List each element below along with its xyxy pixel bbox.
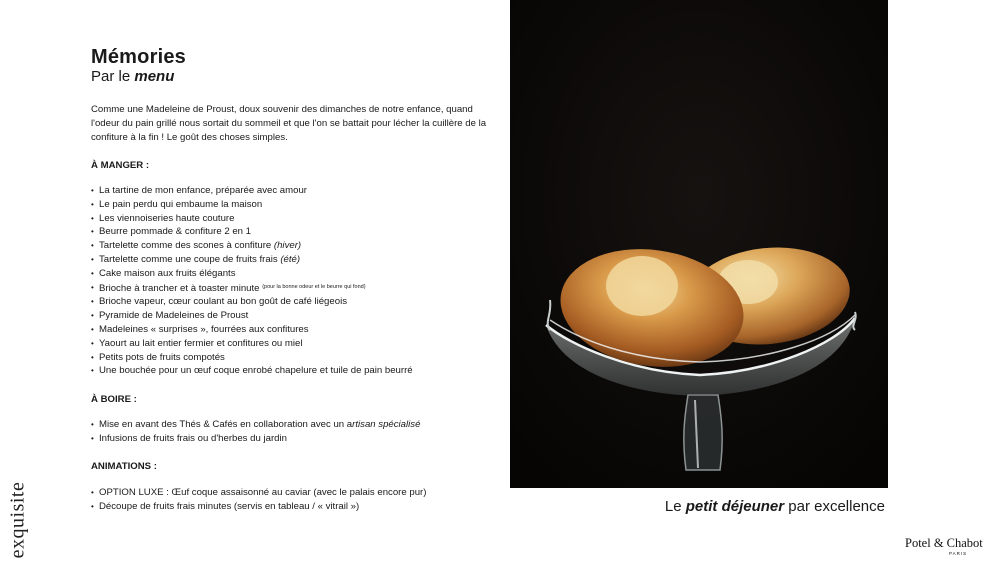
list-item: • Pyramide de Madeleines de Proust	[91, 309, 511, 323]
list-item: • OPTION LUXE : Œuf coque assaisonné au caviar (avec le palais encore pur)	[91, 486, 511, 500]
section-title-animations: ANIMATIONS :	[91, 461, 157, 472]
section-title-manger: À MANGER :	[91, 160, 150, 171]
list-item: • Découpe de fruits frais minutes (servis en tableau / « vitrail »)	[91, 500, 511, 514]
madeleines-photo	[510, 0, 888, 488]
list-item: • Brioche à trancher et à toaster minute $^{(pour la bonne odeur et le beurre qui fond)}$	[91, 281, 511, 296]
list-item: • Brioche vapeur, cœur coulant au bon goût de café liégeois	[91, 295, 511, 309]
list-item: • Mise en avant des Thés & Cafés en collaboration avec un artisan spécialisé	[91, 418, 511, 432]
list-item: • Infusions de fruits frais ou d'herbes du jardin	[91, 432, 511, 446]
page-title: Mémories	[91, 46, 186, 68]
page-subtitle: Par le menu	[91, 68, 175, 85]
list-item: • Beurre pommade & confiture 2 en 1	[91, 225, 511, 239]
brand-logo-city: PARIS	[949, 551, 968, 556]
list-item: • Petits pots de fruits compotés	[91, 351, 511, 365]
list-item: • La tartine de mon enfance, préparée avec amour	[91, 184, 511, 198]
menu-list-manger	[91, 184, 511, 378]
side-brand-text: exquisite	[6, 481, 29, 559]
list-item: • Une bouchée pour un œuf coque enrobé chapelure et tuile de pain beurré	[91, 364, 511, 378]
list-item: • Tartelette comme une coupe de fruits frais (été)	[91, 253, 511, 267]
menu-list-animations	[91, 486, 511, 514]
list-item: • Yaourt au lait entier fermier et confitures ou miel	[91, 337, 511, 351]
list-item: • Madeleines « surprises », fourrées aux confitures	[91, 323, 511, 337]
list-item: • Les viennoiseries haute couture	[91, 212, 511, 226]
intro-paragraph: Comme une Madeleine de Proust, doux souvenir des dimanches de notre enfance, quand l'odeur du pain grillé nous sortait du sommeil et que l'on se battait pour lécher la cuillère de la confiture à la fin ! Le goût des choses simples.	[91, 104, 487, 143]
list-item: • Le pain perdu qui embaume la maison	[91, 198, 511, 212]
menu-list-boire	[91, 418, 511, 446]
list-item: • Tartelette comme des scones à confiture (hiver)	[91, 239, 511, 253]
list-item: • Cake maison aux fruits élégants	[91, 267, 511, 281]
photo-caption: Le petit déjeuner par excellence	[664, 498, 885, 515]
brand-logo: Potel & Chabot	[905, 536, 983, 550]
section-title-boire: À BOIRE :	[91, 394, 137, 405]
